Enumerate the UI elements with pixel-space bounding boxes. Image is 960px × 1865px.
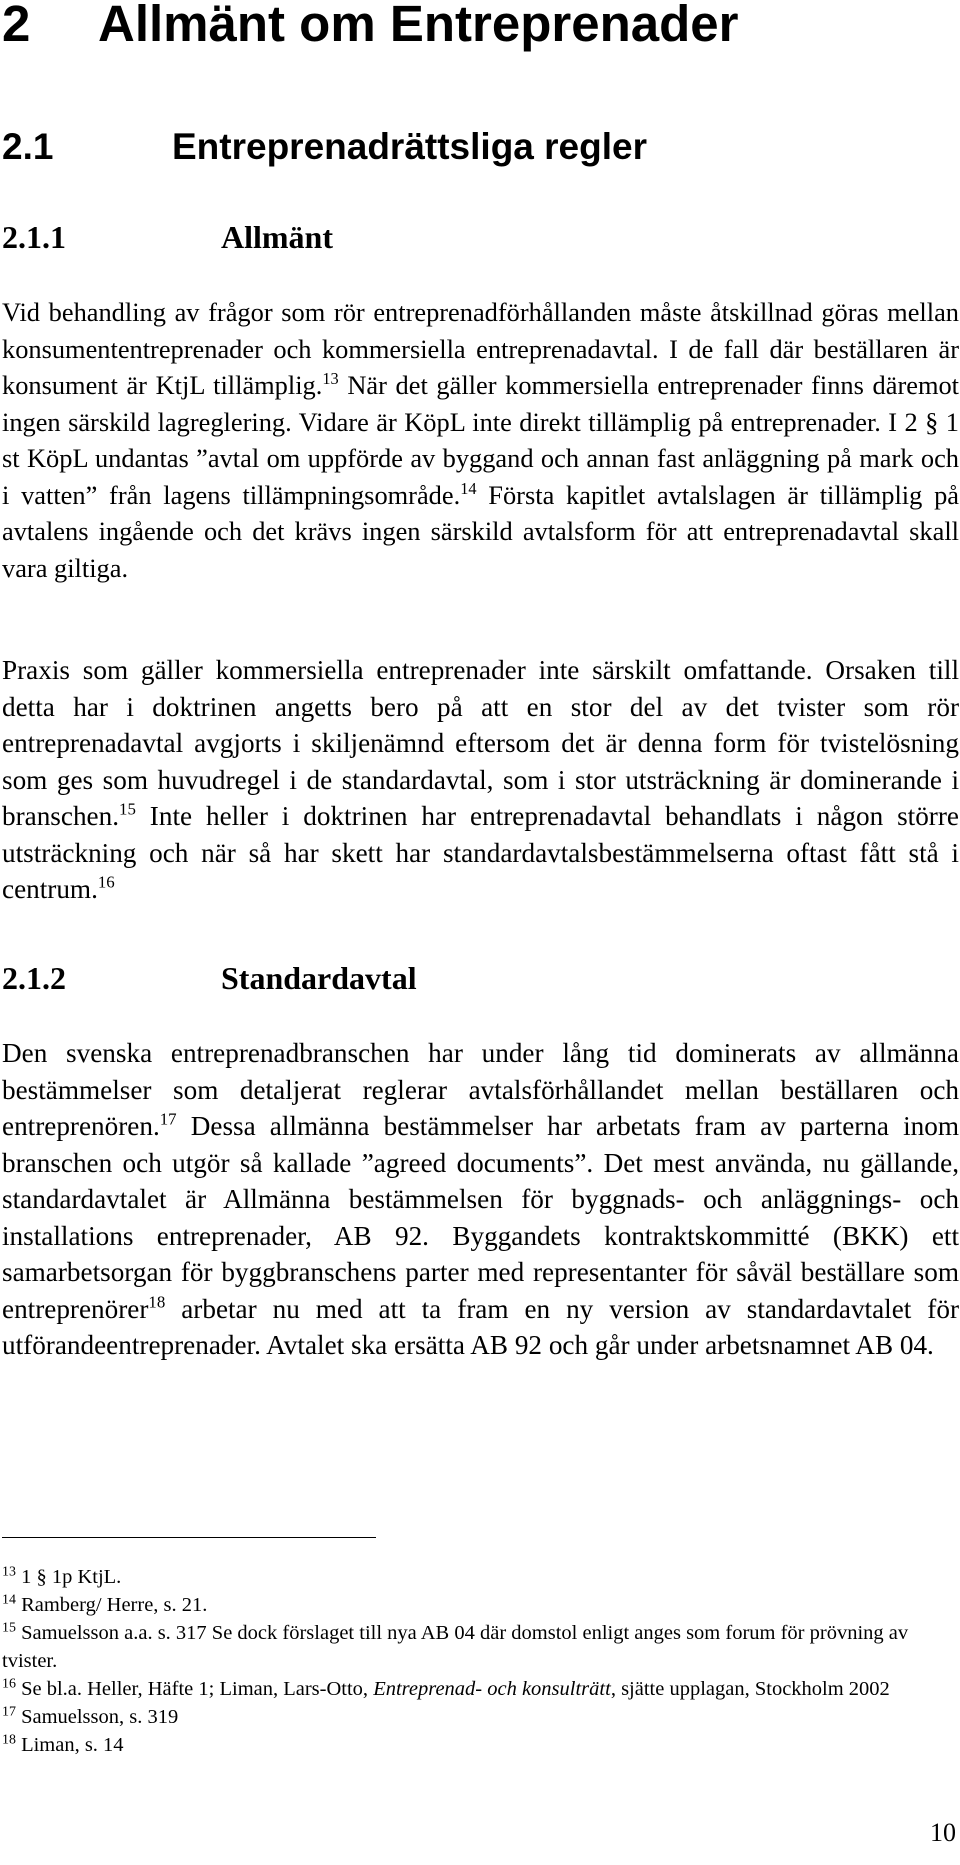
- chapter-heading: [2, 0, 738, 54]
- text-run: Första kapitlet avtalslagen är tillämplig på avtalens ingående och det krävs ingen särskild avtalsform för att entreprenadavtal skall vara giltiga.: [2, 479, 960, 583]
- text-run: Den svenska entreprenadbranschen har under lång tid dominerats av allmänna bestämmelser som detaljerat reglerar avtalsförhållandet mellan beställaren och entreprenören.: [2, 1038, 959, 1141]
- footnote-ref[interactable]: 13: [322, 368, 339, 388]
- footnote-number: 13: [2, 1564, 16, 1580]
- text-run: Dessa allmänna bestämmelser har arbetats fram av parterna inom branschen och utgör så kallade ”agreed documents”. Det mest använda, nu gällande, standardavtalet är Allmänna bestämmelsen för byggnads- och anläggnings- och installations entreprenader, AB 92. Byggandets kontraktskommitté (BKK) ett samarbetsorgan för byggbranschens parter med representanter för såväl beställare som entreprenörer: [2, 1111, 959, 1324]
- text-run: Praxis som gäller kommersiella entreprenader inte särskilt omfattande. Orsaken till detta har i doktrinen angetts bero på att en stor del av det tvister som rör entreprenadavtal avgjorts i skiljenämnd eftersom det är denna form för tvistelösning som ges som huvudregel i de standardavtal, som i stor utsträckning är dominerande i branschen.: [2, 655, 959, 831]
- footnote-ref[interactable]: 18: [148, 1292, 166, 1312]
- text-run: Vid behandling av frågor som rör entreprenadförhållanden måste åtskillnad göras mellan konsumententreprenader och kommersiella entreprenadavtal. I de fall där beställaren är konsument är KtjL tillämplig.: [2, 297, 959, 400]
- text-run: arbetar nu med att ta fram en ny version av standardavtalet för utförandeentreprenader. Avtalet ska ersätta AB 92 och går under arbetsnamnet AB 04.: [2, 1293, 959, 1360]
- footnote-item: [2, 1731, 942, 1759]
- text-run: När det gäller kommersiella entreprenader finns däremot ingen särskild lagreglering. Vidare är KöpL inte direkt tillämplig på entreprenader. I 2 § 1 st KöpL undantas ”avtal om uppförde av byggand och annan fast anläggning på mark och i vatten” från lagens tillämpningsområde.: [2, 370, 960, 510]
- footnote-text: Liman, s. 14: [21, 1734, 124, 1756]
- footnote-text: Samuelsson, s. 319: [21, 1706, 179, 1728]
- subsection-title: Standardavtal: [221, 960, 417, 996]
- footnote-item: [2, 1591, 942, 1619]
- footnote-item: [2, 1703, 942, 1731]
- footnote-text: , sjätte upplagan, Stockholm 2002: [610, 1678, 890, 1700]
- footnote-list: [2, 1563, 942, 1759]
- chapter-title: Allmänt om Entreprenader: [98, 0, 739, 52]
- footnote-ref[interactable]: 16: [97, 872, 115, 892]
- section-title: Entreprenadrättsliga regler: [172, 126, 647, 167]
- subsection-heading-standard: [2, 958, 417, 998]
- footnote-text: Ramberg/ Herre, s. 21.: [21, 1594, 208, 1616]
- subsection-heading-general: [2, 217, 333, 257]
- footnote-number: 15: [2, 1620, 16, 1636]
- subsection-number: 2.1.1: [2, 219, 66, 255]
- footnote-number: 14: [2, 1592, 16, 1608]
- section-number: 2.1: [2, 126, 54, 167]
- footnote-number: 18: [2, 1732, 16, 1748]
- footnote-ref[interactable]: 14: [460, 478, 477, 498]
- subsection-title: Allmänt: [221, 219, 333, 255]
- footnote-item: [2, 1619, 942, 1675]
- footnote-item: [2, 1563, 942, 1591]
- footnote-item: [2, 1675, 942, 1703]
- chapter-number: 2: [2, 0, 31, 52]
- footnote-text: Samuelsson a.a. s. 317 Se dock förslaget till nya AB 04 där domstol enligt anges som forum för prövning av tvister.: [2, 1622, 909, 1672]
- text-run: Inte heller i doktrinen har entreprenadavtal behandlats i någon större utsträckning och när så har skett har standardavtalsbestämmelserna oftast fått stå i centrum.: [2, 801, 959, 904]
- footnote-book-title: Entreprenad- och konsulträtt: [373, 1678, 611, 1700]
- footnote-text: Se bl.a. Heller, Häfte 1; Liman, Lars-Otto,: [21, 1678, 374, 1700]
- subsection-number: 2.1.2: [2, 960, 66, 996]
- footnote-number: 17: [2, 1704, 16, 1720]
- footnote-text: 1 § 1p KtjL.: [21, 1566, 122, 1588]
- page-number: 10: [930, 1818, 956, 1847]
- footnote-ref[interactable]: 15: [119, 799, 136, 819]
- paragraph-general-rules: [2, 294, 959, 586]
- footnote-ref[interactable]: 17: [159, 1109, 177, 1129]
- paragraph-standard-contracts: [2, 1035, 959, 1364]
- footnote-separator: [2, 1537, 376, 1538]
- paragraph-case-law: [2, 652, 959, 908]
- section-heading: [2, 124, 647, 170]
- footnote-number: 16: [2, 1676, 16, 1692]
